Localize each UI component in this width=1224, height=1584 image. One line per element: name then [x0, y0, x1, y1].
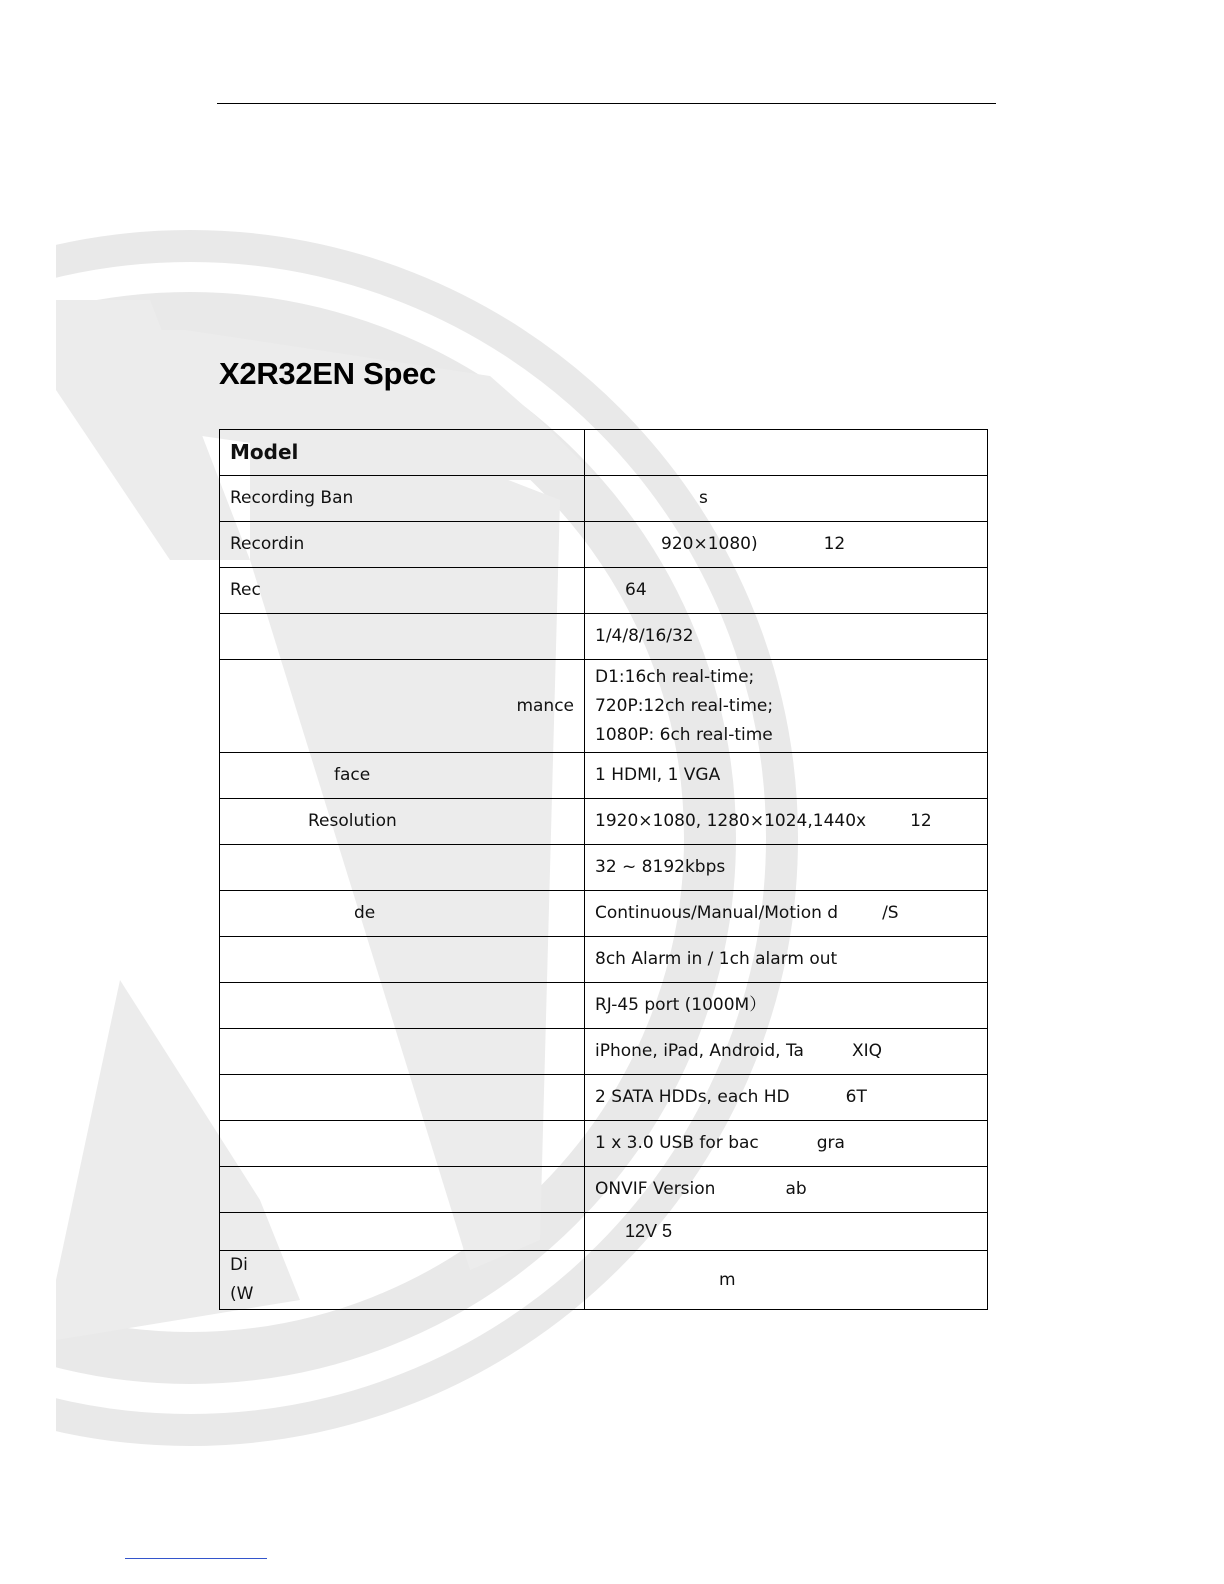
- table-cell-label: [220, 1167, 585, 1213]
- value-line: D1:16ch real-time;: [595, 666, 755, 687]
- table-cell-value: [585, 1029, 988, 1075]
- page-title: X2R32EN Spec: [219, 356, 436, 391]
- header-rule: [217, 103, 996, 104]
- table-row: [220, 845, 988, 891]
- table-cell-label: [220, 845, 585, 891]
- table-row: [220, 1213, 988, 1251]
- table-cell-label: mance: [220, 660, 585, 753]
- value-part: 2 SATA HDDs, each HD: [595, 1087, 790, 1107]
- value-part: ONVIF Version: [595, 1179, 716, 1199]
- table-cell-value: 64: [585, 568, 988, 614]
- table-row: [220, 753, 988, 799]
- value-part: gra: [816, 1133, 845, 1153]
- footer-link-underline: [125, 1558, 267, 1559]
- table-cell-label: [220, 1251, 585, 1310]
- table-cell-value: m: [585, 1251, 988, 1310]
- spec-table: [219, 429, 988, 1310]
- table-cell-value: 12V 5: [585, 1213, 988, 1251]
- table-cell-label: Resolution: [220, 799, 585, 845]
- table-cell-label: Model: [220, 430, 585, 476]
- table-row: [220, 1029, 988, 1075]
- table-cell-value: RJ-45 port (1000M）: [585, 983, 988, 1029]
- table-cell-value: [585, 799, 988, 845]
- table-cell-label: [220, 937, 585, 983]
- table-cell-label: [220, 983, 585, 1029]
- value-part: Continuous/Manual/Motion d: [595, 903, 839, 923]
- table-cell-value: s: [585, 476, 988, 522]
- table-cell-value: [585, 891, 988, 937]
- table-cell-label: [220, 1075, 585, 1121]
- value-part: 1920×1080, 1280×1024,1440x: [595, 811, 867, 831]
- table-row: [220, 1121, 988, 1167]
- label-line: Di: [230, 1255, 248, 1275]
- table-cell-label: Recording Ban: [220, 476, 585, 522]
- value-part: /S: [882, 903, 899, 923]
- table-cell-label: [220, 1029, 585, 1075]
- value-part: iPhone, iPad, Android, Ta: [595, 1041, 804, 1061]
- table-cell-value: [585, 522, 988, 568]
- table-cell-value: [585, 1121, 988, 1167]
- table-cell-label: de: [220, 891, 585, 937]
- value-part: XIQ: [851, 1041, 882, 1061]
- table-row: [220, 568, 988, 614]
- table-cell-value: [585, 1075, 988, 1121]
- table-row: [220, 522, 988, 568]
- table-row: [220, 660, 988, 753]
- table-cell-value: [585, 660, 988, 753]
- value-part: ab: [785, 1179, 807, 1199]
- table-row: [220, 937, 988, 983]
- table-cell-value: 1/4/8/16/32: [585, 614, 988, 660]
- value-part: 920×1080): [661, 534, 758, 554]
- table-cell-value: [585, 430, 988, 476]
- table-cell-label: [220, 614, 585, 660]
- table-row: [220, 430, 988, 476]
- value-part: 6T: [845, 1087, 867, 1107]
- label-line: (W: [230, 1284, 254, 1304]
- table-cell-label: Rec: [220, 568, 585, 614]
- table-cell-value: 32 ~ 8192kbps: [585, 845, 988, 891]
- table-cell-label: [220, 1213, 585, 1251]
- table-row: [220, 891, 988, 937]
- table-row: [220, 1075, 988, 1121]
- value-line: 720P:12ch real-time;: [595, 695, 774, 716]
- table-cell-label: Recordin: [220, 522, 585, 568]
- table-cell-label: face: [220, 753, 585, 799]
- table-row: [220, 983, 988, 1029]
- table-row: [220, 1251, 988, 1310]
- table-cell-value: [585, 1167, 988, 1213]
- value-part: 12: [823, 534, 846, 554]
- value-part: 12: [910, 811, 932, 831]
- table-cell-value: 8ch Alarm in / 1ch alarm out: [585, 937, 988, 983]
- table-cell-label: [220, 1121, 585, 1167]
- table-row: [220, 799, 988, 845]
- value-part: 1 x 3.0 USB for bac: [595, 1133, 759, 1153]
- table-row: [220, 1167, 988, 1213]
- table-cell-value: 1 HDMI, 1 VGA: [585, 753, 988, 799]
- value-line: 1080P: 6ch real-time: [595, 724, 773, 745]
- table-row: [220, 476, 988, 522]
- table-row: [220, 614, 988, 660]
